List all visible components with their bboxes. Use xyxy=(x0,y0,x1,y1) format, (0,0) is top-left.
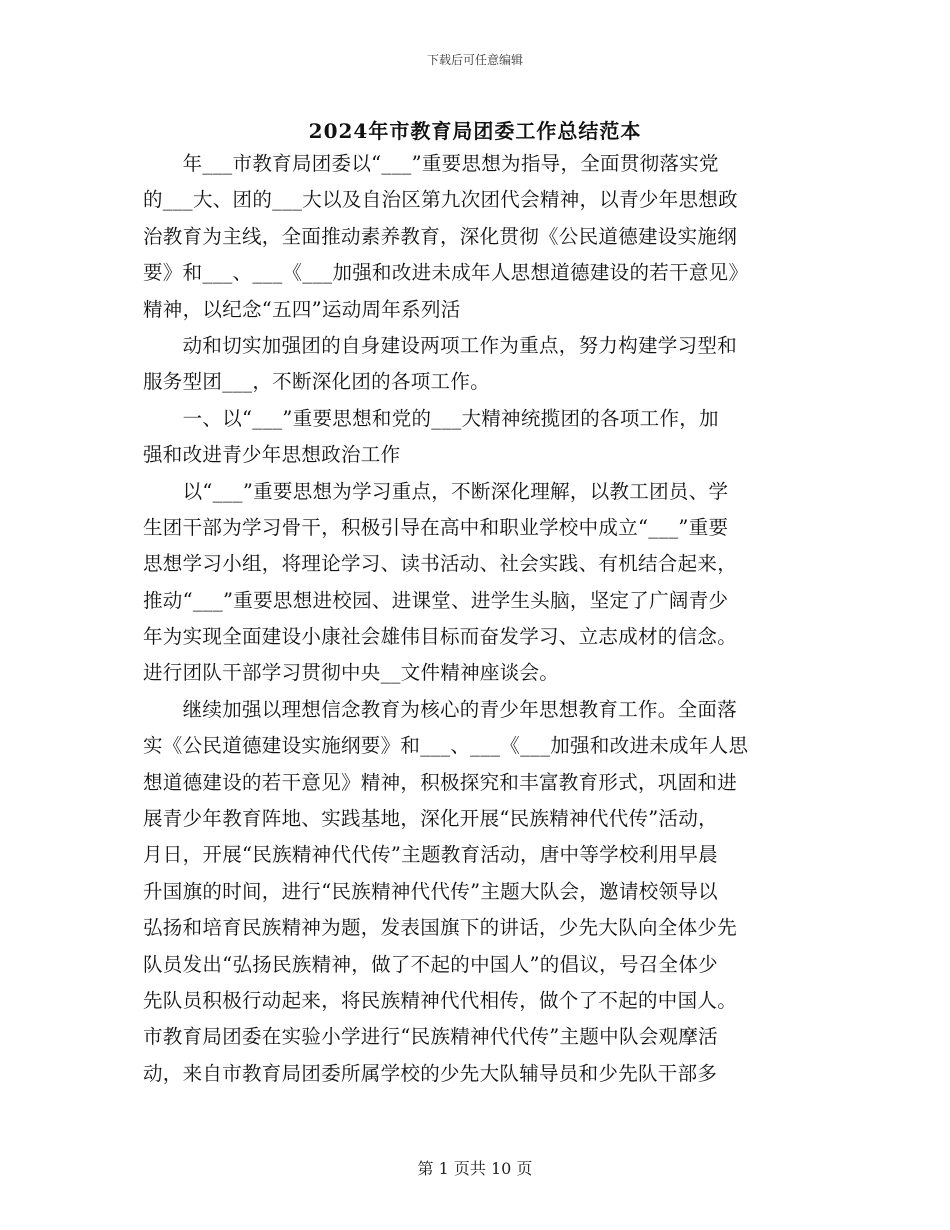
page-footer: 第 1 页共 10 页 xyxy=(417,1159,533,1178)
body-line: 队员发出“弘扬民族精神，做了不起的中国人”的倡议，号召全体少 xyxy=(143,952,718,976)
body-line: 以“___”重要思想为学习重点，不断深化理解，以教工团员、学 xyxy=(143,479,729,503)
body-line: 治教育为主线，全面推动素养教育，深化贯彻《公民道德建设实施纲 xyxy=(143,224,738,248)
body-line: 月日，开展“民族精神代代传”主题教育活动，唐中等学校利用早晨 xyxy=(143,843,718,867)
body-line: 推动“___”重要思想进校园、进课堂、进学生头脑，坚定了广阔青少 xyxy=(143,588,729,612)
body-line: 展青少年教育阵地、实践基地，深化开展“民族精神代代传”活动， xyxy=(143,807,718,831)
body-line: 弘扬和培育民族精神为题，发表国旗下的讲话，少先大队向全体少先 xyxy=(143,916,738,940)
document-title: 2024年市教育局团委工作总结范本 xyxy=(308,119,642,143)
body-line: 先队员积极行动起来，将民族精神代代相传，做个了不起的中国人。 xyxy=(143,988,738,1012)
body-line: 一、以“___”重要思想和党的___大精神统揽团的各项工作，加 xyxy=(143,406,719,430)
page-header: 下载后可任意编辑 xyxy=(426,53,523,67)
body-line: 继续加强以理想信念教育为核心的青少年思想教育工作。全面落 xyxy=(143,697,738,721)
body-line: 要》和___、___《___加强和改进未成年人思想道德建设的若干意见》 xyxy=(143,261,749,285)
body-line: 精神，以纪念“五四”运动周年系列活 xyxy=(143,297,461,321)
body-line: 生团干部为学习骨干，积极引导在高中和职业学校中成立“___”重要 xyxy=(143,515,729,539)
body-line: 年___市教育局团委以“___”重要思想为指导，全面贯彻落实党 xyxy=(143,152,719,175)
body-line: 进行团队干部学习贯彻中央__文件精神座谈会。 xyxy=(143,661,560,685)
body-line: 的___大、团的___大以及自治区第九次团代会精神，以青少年思想政 xyxy=(143,188,738,212)
body-line: 升国旗的时间，进行“民族精神代代传”主题大队会，邀请校领导以 xyxy=(143,879,718,903)
body-line: 动，来自市教育局团委所属学校的少先大队辅导员和少先队干部多 xyxy=(143,1061,718,1085)
body-line: 思想学习小组，将理论学习、读书活动、社会实践、有机结合起来， xyxy=(143,552,738,576)
document-body xyxy=(143,146,808,1092)
body-line: 市教育局团委在实验小学进行“民族精神代代传”主题中队会观摩活 xyxy=(143,1025,718,1049)
body-line: 服务型团___，不断深化团的各项工作。 xyxy=(143,370,490,394)
body-line: 强和改进青少年思想政治工作 xyxy=(143,443,401,467)
body-line: 实《公民道德建设实施纲要》和___、___《___加强和改进未成年人思 xyxy=(143,734,749,758)
body-line: 动和切实加强团的自身建设两项工作为重点，努力构建学习型和 xyxy=(143,333,738,357)
body-line: 年为实现全面建设小康社会雄伟目标而奋发学习、立志成材的信念。 xyxy=(143,625,738,649)
body-line: 想道德建设的若干意见》精神，积极探究和丰富教育形式，巩固和进 xyxy=(143,770,738,794)
